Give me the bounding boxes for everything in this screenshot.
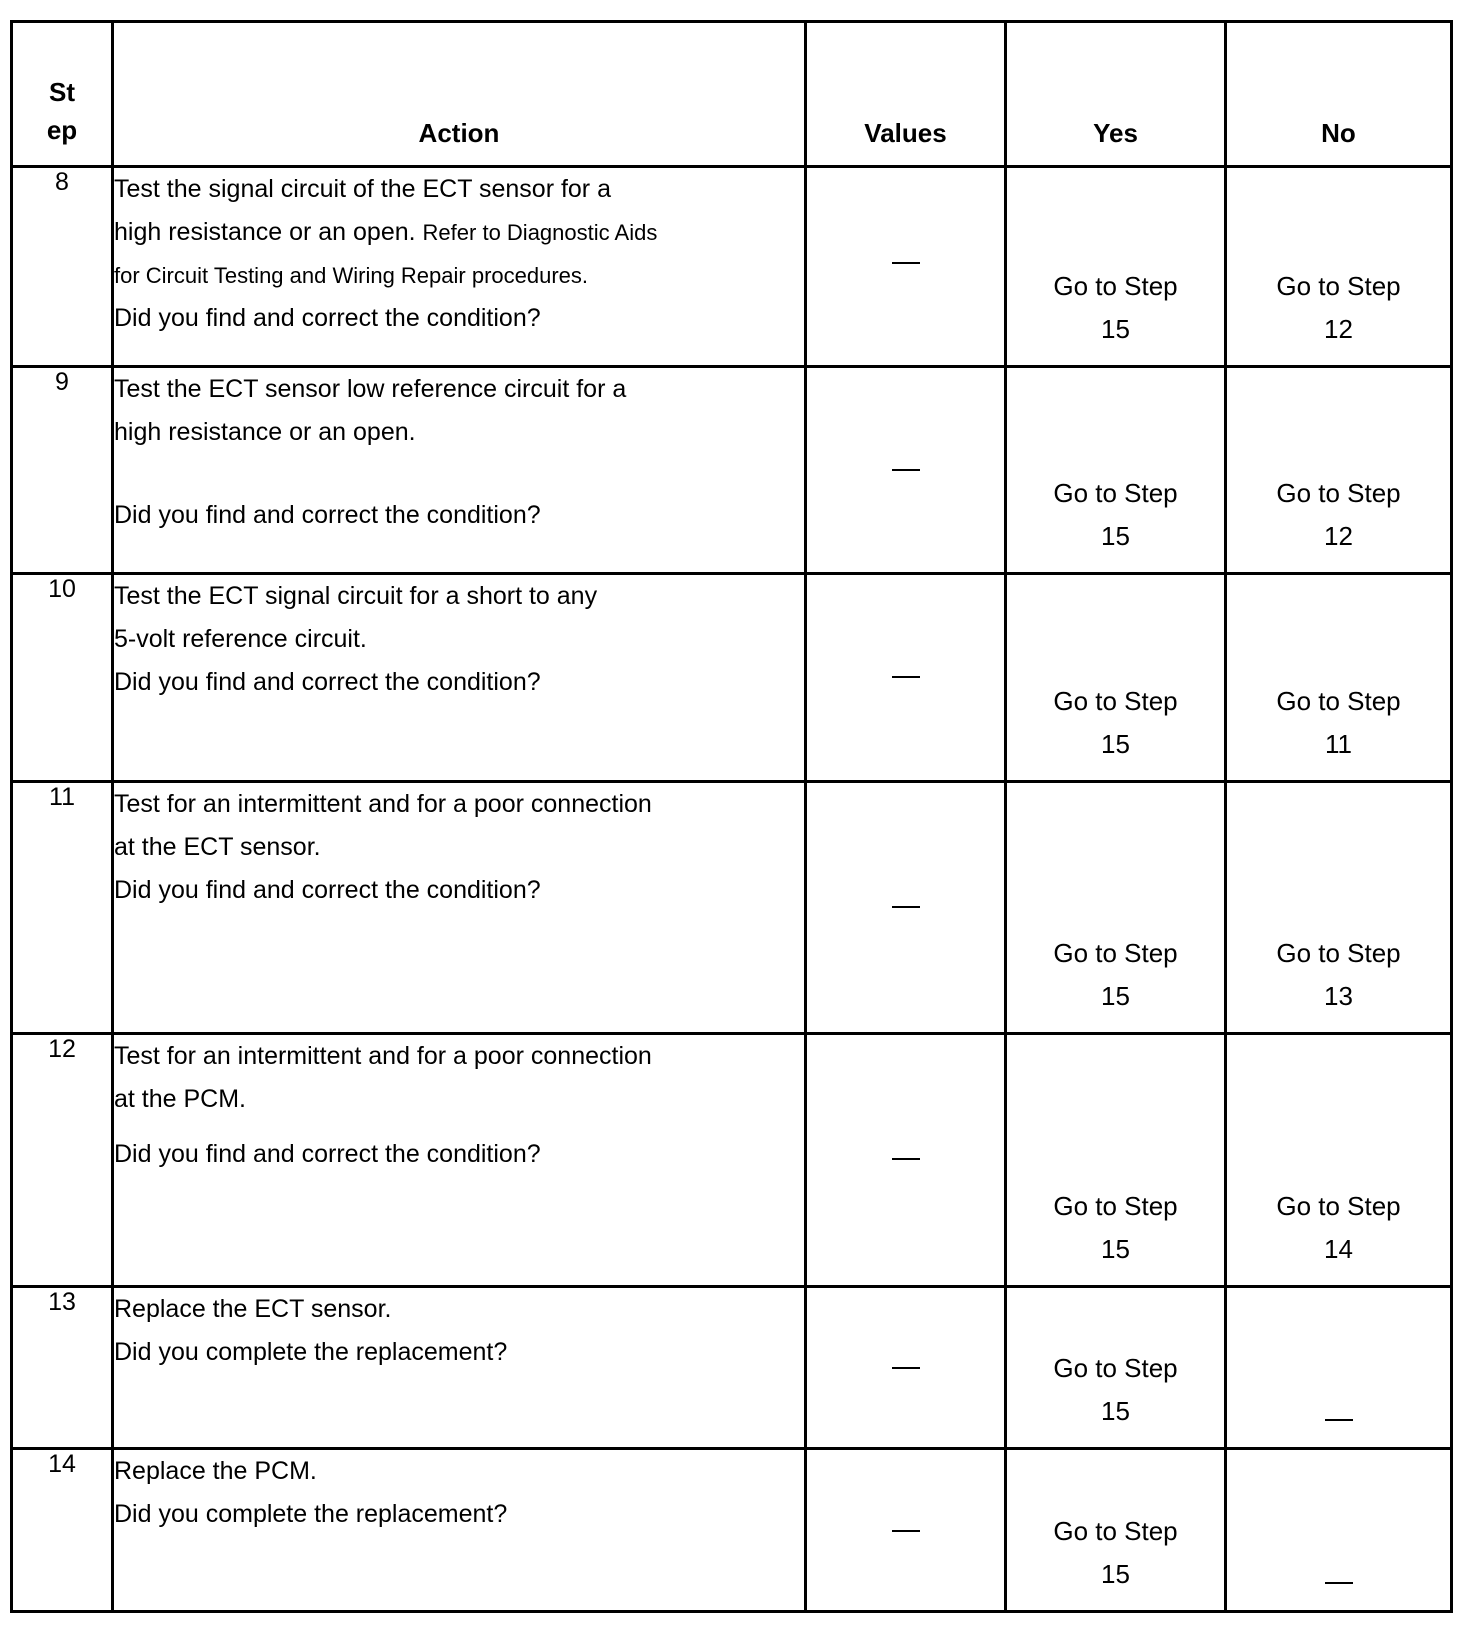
step-number: 11 <box>12 782 113 1034</box>
no-cell <box>1226 167 1452 367</box>
step-number: 10 <box>12 574 113 782</box>
step-number: 12 <box>12 1034 113 1287</box>
yes-goto: Go to Step 15 <box>1053 686 1178 759</box>
no-cell <box>1226 1449 1452 1612</box>
no-goto: Go to Step 14 <box>1276 1191 1401 1264</box>
step-header: St ep <box>12 22 113 167</box>
no-cell <box>1226 1287 1452 1449</box>
action-cell: Replace the PCM. Did you complete the replacement? <box>113 1449 806 1612</box>
values-dash <box>892 469 920 471</box>
step-number: 8 <box>12 167 113 367</box>
values-dash <box>892 1530 920 1532</box>
no-goto: Go to Step 12 <box>1276 271 1401 344</box>
no-cell <box>1226 574 1452 782</box>
values-cell <box>806 167 1006 367</box>
table-row <box>12 1449 1452 1612</box>
action-cell: Test the ECT signal circuit for a short to any 5-volt reference circuit. Did you find and correct the condition? <box>113 574 806 782</box>
action-header: Action <box>113 22 806 167</box>
values-header: Values <box>806 22 1006 167</box>
yes-cell <box>1006 782 1226 1034</box>
yes-cell <box>1006 574 1226 782</box>
table-row <box>12 367 1452 574</box>
values-dash <box>892 906 920 908</box>
yes-cell <box>1006 1034 1226 1287</box>
values-cell <box>806 367 1006 574</box>
action-cell: Test for an intermittent and for a poor connection at the PCM. Did you find and correct the condition? <box>113 1034 806 1287</box>
table-row <box>12 782 1452 1034</box>
yes-goto: Go to Step 15 <box>1053 271 1178 344</box>
action-cell: Test the ECT sensor low reference circuit for a high resistance or an open. Did you find and correct the condition? <box>113 367 806 574</box>
step-number: 9 <box>12 367 113 574</box>
yes-cell <box>1006 167 1226 367</box>
yes-goto: Go to Step 15 <box>1053 1353 1178 1426</box>
header-row <box>12 22 1452 167</box>
values-cell <box>806 782 1006 1034</box>
no-goto: Go to Step 12 <box>1276 478 1401 551</box>
no-cell <box>1226 367 1452 574</box>
action-cell: Test for an intermittent and for a poor connection at the ECT sensor. Did you find and correct the condition? <box>113 782 806 1034</box>
yes-goto: Go to Step 15 <box>1053 1516 1178 1589</box>
table-row <box>12 167 1452 367</box>
no-cell <box>1226 782 1452 1034</box>
table-row <box>12 1034 1452 1287</box>
no-goto: Go to Step 13 <box>1276 938 1401 1011</box>
table-row <box>12 574 1452 782</box>
step-number: 14 <box>12 1449 113 1612</box>
yes-goto: Go to Step 15 <box>1053 478 1178 551</box>
values-cell <box>806 574 1006 782</box>
yes-goto: Go to Step 15 <box>1053 1191 1178 1264</box>
values-dash <box>892 262 920 264</box>
values-cell <box>806 1449 1006 1612</box>
no-header: No <box>1226 22 1452 167</box>
yes-cell <box>1006 1287 1226 1449</box>
no-dash <box>1325 1582 1353 1584</box>
yes-goto: Go to Step 15 <box>1053 938 1178 1011</box>
values-dash <box>892 676 920 678</box>
no-dash <box>1325 1419 1353 1421</box>
action-cell: Test the signal circuit of the ECT sensor for a high resistance or an open. Refer to Diagnostic Aids for Circuit Testing and Wiring Repair procedures. Did you find and correct the condition? <box>113 167 806 367</box>
diagnostic-table <box>10 20 1453 1613</box>
table-row <box>12 1287 1452 1449</box>
yes-cell <box>1006 367 1226 574</box>
values-cell <box>806 1287 1006 1449</box>
values-dash <box>892 1367 920 1369</box>
no-goto: Go to Step 11 <box>1276 686 1401 759</box>
step-number: 13 <box>12 1287 113 1449</box>
yes-header: Yes <box>1006 22 1226 167</box>
values-dash <box>892 1158 920 1160</box>
no-cell <box>1226 1034 1452 1287</box>
values-cell <box>806 1034 1006 1287</box>
yes-cell <box>1006 1449 1226 1612</box>
action-cell: Replace the ECT sensor. Did you complete the replacement? <box>113 1287 806 1449</box>
